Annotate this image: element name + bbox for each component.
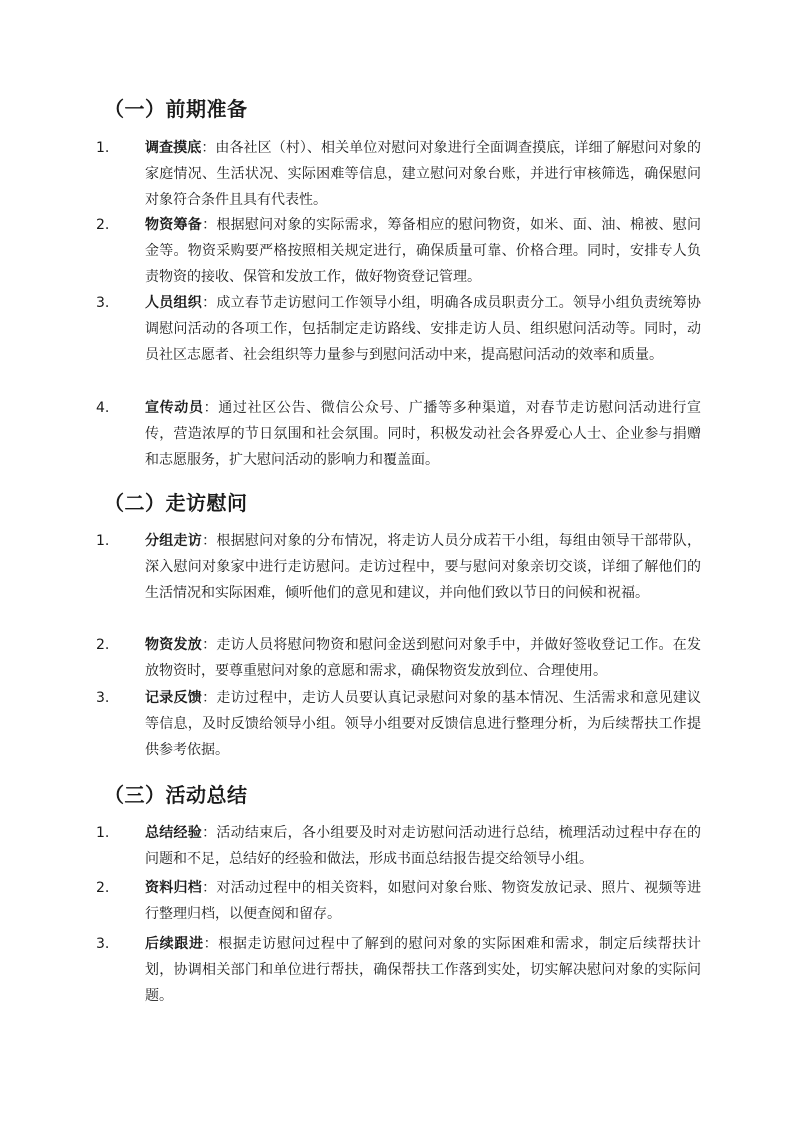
item-body [145,290,701,368]
item-number: 1. [96,825,110,841]
item-separator: ： [202,637,217,653]
item-number: 3. [96,690,110,706]
item-text: 根据慰问对象的实际需求，筹备相应的慰问物资，如米、面、油、棉被、慰问金等。物资采购要严格按照相关规定进行，确保质量可靠、价格合理。同时，安排专人负责物资的接收、保管和发放工作，做好物资登记管理。 [145,217,702,285]
item-term: 记录反馈 [145,690,203,706]
item-term: 调查摸底 [145,140,202,156]
item-body [145,528,701,606]
item-text: 根据走访慰问过程中了解到的慰问对象的实际困难和需求，制定后续帮扶计划，协调相关部门和单位进行帮扶，确保帮扶工作落到实处，切实解决慰问对象的实际问题。 [145,936,702,1004]
item-term: 分组走访 [145,533,203,549]
section-title: （二）走访慰问 [104,491,248,515]
item-body [145,820,701,872]
item-separator: ： [202,533,217,549]
item-body [145,395,701,473]
item-number: 2. [96,880,110,896]
item-text: 由各社区（村）、相关单位对慰问对象进行全面调查摸底，详细了解慰问对象的家庭情况、生活状况、实际困难等信息，建立慰问对象台账，并进行审核筛选，确保慰问对象符合条件且具有代表性。 [145,140,702,208]
item-separator: ： [202,825,217,841]
item-number: 3. [96,936,110,952]
item-separator: ： [203,936,219,952]
item-number: 1. [96,140,110,156]
item-text: 对活动过程中的相关资料，如慰问对象台账、物资发放记录、照片、视频等进行整理归档，以便查阅和留存。 [145,880,702,922]
item-body [145,632,701,684]
item-term: 后续跟进 [145,936,204,952]
item-number: 4. [96,400,110,416]
item-separator: ： [201,140,216,156]
item-body [145,685,701,763]
item-text: 走访人员将慰问物资和慰问金送到慰问对象手中，并做好签收登记工作。在发放物资时，要尊重慰问对象的意愿和需求，确保物资发放到位、合理使用。 [145,637,702,679]
item-body [145,135,701,213]
item-body [145,931,701,1009]
item-body [145,875,701,927]
item-separator: ： [202,217,217,233]
item-separator: ： [202,295,217,311]
item-text: 通过社区公告、微信公众号、广播等多种渠道，对春节走访慰问活动进行宣传，营造浓厚的节日氛围和社会氛围。同时，积极发动社会各界爱心人士、企业参与捐赠和志愿服务，扩大慰问活动的影响力和覆盖面。 [145,400,702,468]
item-text: 成立春节走访慰问工作领导小组，明确各成员职责分工。领导小组负责统筹协调慰问活动的各项工作，包括制定走访路线、安排走访人员、组织慰问活动等。同时，动员社区志愿者、社会组织等力量参与到慰问活动中来，提高慰问活动的效率和质量。 [145,295,702,363]
item-term: 宣传动员 [145,400,204,416]
section-title: （一）前期准备 [104,97,248,121]
section-title: （三）活动总结 [104,783,248,807]
item-separator: ： [202,690,217,706]
item-term: 人员组织 [145,295,203,311]
item-term: 物资发放 [145,637,203,653]
item-term: 物资筹备 [145,217,203,233]
item-number: 2. [96,217,110,233]
item-number: 3. [96,295,110,311]
item-number: 1. [96,533,110,549]
item-term: 资料归档 [145,880,203,896]
item-separator: ： [203,400,219,416]
item-body [145,212,701,290]
item-text: 根据慰问对象的分布情况，将走访人员分成若干小组，每组由领导干部带队，深入慰问对象家中进行走访慰问。走访过程中，要与慰问对象亲切交谈，详细了解他们的生活情况和实际困难，倾听他们的意见和建议，并向他们致以节日的问候和祝福。 [145,533,702,601]
item-term: 总结经验 [145,825,203,841]
item-text: 活动结束后，各小组要及时对走访慰问活动进行总结，梳理活动过程中存在的问题和不足，总结好的经验和做法，形成书面总结报告提交给领导小组。 [145,825,702,867]
item-separator: ： [202,880,217,896]
item-text: 走访过程中，走访人员要认真记录慰问对象的基本情况、生活需求和意见建议等信息，及时反馈给领导小组。领导小组要对反馈信息进行整理分析，为后续帮扶工作提供参考依据。 [145,690,702,758]
item-number: 2. [96,637,110,653]
